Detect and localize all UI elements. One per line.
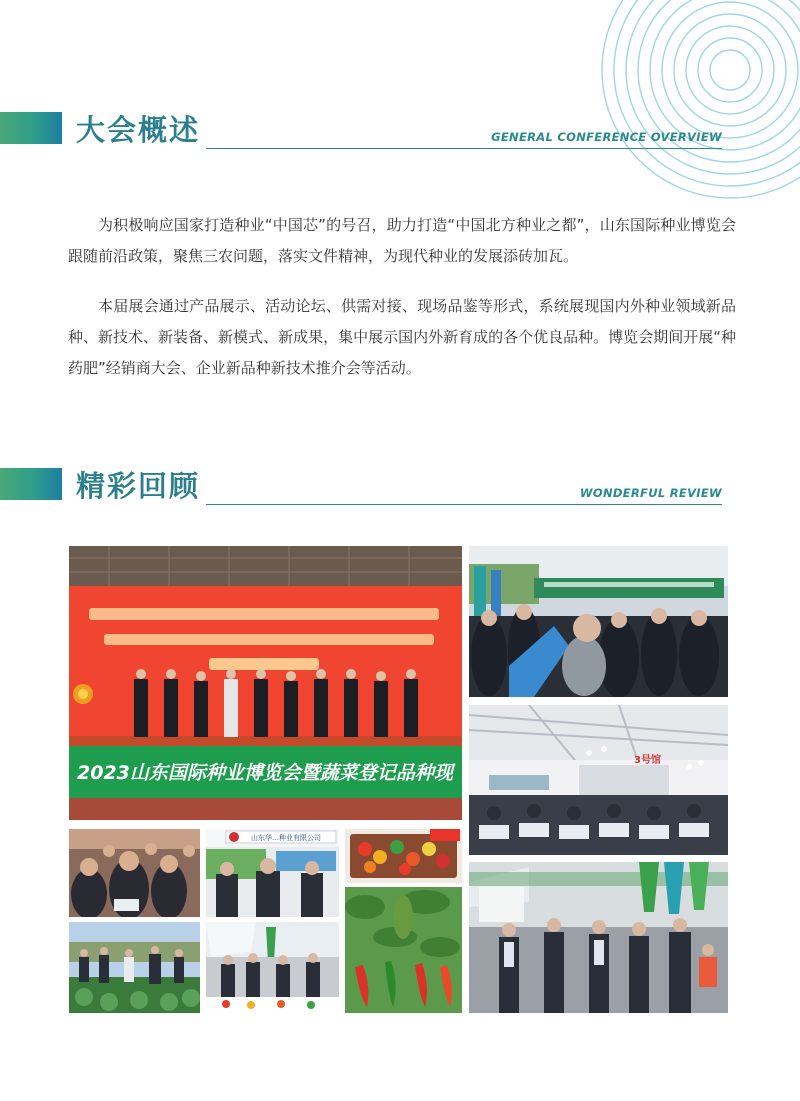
section-subtitle-en: WONDERFUL REVIEW	[579, 486, 722, 500]
header-accent-bar	[0, 112, 62, 144]
section-header-overview	[0, 110, 800, 150]
section-title: 大会概述	[76, 113, 201, 147]
overview-paragraph-1: 为积极响应国家打造种业“中国芯”的号召，助力打造“中国北方种业之都”，山东国际种业博览会跟随前沿政策，聚焦三农问题，落实文件精神，为现代种业的发展添砖加瓦。	[68, 216, 736, 265]
photo-field-visit	[69, 922, 200, 1013]
photo-opening-ceremony	[69, 546, 462, 820]
header-rule	[206, 148, 722, 149]
hall-sign-text: 3号馆	[634, 755, 661, 766]
photo-crowd-entrance	[469, 546, 728, 697]
photo-tasting-session	[206, 922, 339, 1013]
decorative-rings	[600, 0, 800, 200]
overview-text	[68, 210, 736, 403]
photo-visitors-walkway	[469, 862, 728, 1013]
photo-pepper-plants	[345, 887, 462, 1013]
photo-company-booth	[206, 829, 339, 917]
section-header-review	[0, 466, 800, 506]
photo-seated-audience	[69, 829, 200, 917]
header-rule	[206, 504, 722, 505]
section-subtitle-en: GENERAL CONFERENCE OVERVIEW	[491, 130, 722, 144]
photo-vegetable-display	[345, 829, 462, 883]
photo-hall-forum	[469, 705, 728, 855]
booth-sign-text: 山东华…种业有限公司	[251, 834, 321, 842]
overview-paragraph-2: 本届展会通过产品展示、活动论坛、供需对接、现场品鉴等形式，系统展现国内外种业领域新品种、新技术、新装备、新模式、新成果，集中展示国内外新育成的各个优良品种。博览会期间开展“种药肥”经销商大会、企业新品种新技术推介会等活动。	[68, 297, 736, 377]
section-title: 精彩回顾	[76, 469, 201, 503]
header-accent-bar	[0, 468, 62, 500]
stage-banner-text: 2023山东国际种业博览会暨蔬菜登记品种现	[77, 762, 453, 784]
